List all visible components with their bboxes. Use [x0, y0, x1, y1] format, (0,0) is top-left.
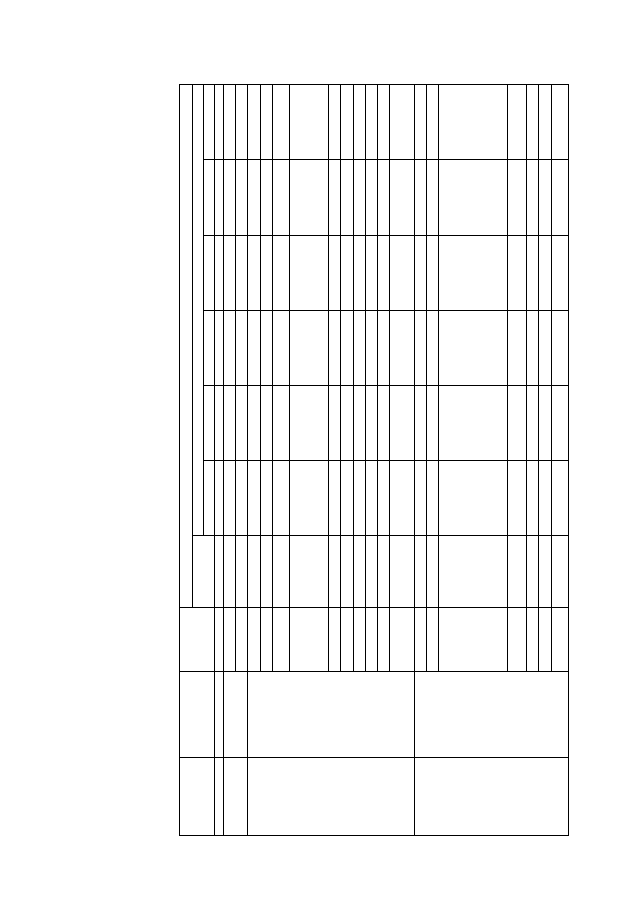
- cell-value: [260, 160, 272, 236]
- cell-value: [236, 236, 248, 311]
- column-number: [215, 608, 224, 672]
- row-source: [329, 608, 341, 672]
- cell-value: [414, 236, 426, 311]
- column-number: [215, 160, 224, 236]
- cell-value: [527, 386, 539, 461]
- cell-value: [426, 84, 438, 159]
- rotated-table-container: [179, 85, 569, 836]
- cell-value: [426, 461, 438, 536]
- cell-value: [272, 236, 289, 311]
- cell-value: [527, 461, 539, 536]
- cell-value: [248, 461, 260, 536]
- cell-value: [329, 311, 341, 386]
- cell-value: [378, 84, 390, 159]
- row-source: [527, 608, 539, 672]
- cell-value: [224, 536, 236, 608]
- column-number: [215, 236, 224, 311]
- cell-value: [224, 311, 236, 386]
- cell-value: [224, 236, 236, 311]
- cell-value: [341, 84, 353, 159]
- cell-value: [341, 536, 353, 608]
- cell-value: [248, 84, 260, 159]
- header-year: [204, 160, 215, 236]
- row-source: [439, 608, 508, 672]
- cell-value: [507, 311, 527, 386]
- header-status: [180, 758, 215, 836]
- cell-value: [329, 536, 341, 608]
- cell-value: [390, 461, 414, 536]
- row-name: [224, 672, 248, 758]
- cell-value: [414, 536, 426, 608]
- header-including: [193, 84, 204, 535]
- cell-value: [290, 536, 329, 608]
- cell-value: [353, 84, 365, 159]
- row-status: [414, 758, 568, 836]
- cell-value: [539, 311, 551, 386]
- cell-value: [439, 84, 508, 159]
- cell-value: [414, 160, 426, 236]
- row-source: [290, 608, 329, 672]
- cell-value: [378, 311, 390, 386]
- cell-value: [414, 386, 426, 461]
- cell-value: [390, 311, 414, 386]
- cell-value: [260, 386, 272, 461]
- cell-value: [507, 461, 527, 536]
- header-year: [204, 311, 215, 386]
- row-source: [353, 608, 365, 672]
- cell-value: [272, 311, 289, 386]
- row-source: [272, 608, 289, 672]
- cell-value: [272, 536, 289, 608]
- cell-value: [365, 236, 377, 311]
- cell-value: [439, 160, 508, 236]
- cell-value: [414, 84, 426, 159]
- cell-value: [539, 386, 551, 461]
- cell-value: [224, 461, 236, 536]
- cell-value: [378, 536, 390, 608]
- cell-value: [329, 461, 341, 536]
- cell-value: [551, 386, 568, 461]
- header-year: [204, 461, 215, 536]
- cell-value: [414, 461, 426, 536]
- row-source: [507, 608, 527, 672]
- cell-value: [272, 461, 289, 536]
- cell-value: [260, 236, 272, 311]
- cell-value: [290, 461, 329, 536]
- cell-value: [248, 311, 260, 386]
- cell-value: [224, 386, 236, 461]
- cell-value: [551, 311, 568, 386]
- cell-value: [378, 461, 390, 536]
- cell-value: [539, 461, 551, 536]
- cell-value: [248, 386, 260, 461]
- cell-value: [224, 160, 236, 236]
- row-source: [260, 608, 272, 672]
- cell-value: [539, 236, 551, 311]
- row-source: [365, 608, 377, 672]
- cell-value: [551, 461, 568, 536]
- header-estimate: [180, 84, 193, 607]
- cell-value: [290, 160, 329, 236]
- cell-value: [236, 160, 248, 236]
- cell-value: [329, 236, 341, 311]
- cell-value: [439, 236, 508, 311]
- cell-value: [236, 536, 248, 608]
- cell-value: [507, 160, 527, 236]
- cell-value: [260, 311, 272, 386]
- cell-value: [365, 160, 377, 236]
- column-number: [215, 311, 224, 386]
- cell-value: [551, 160, 568, 236]
- table-row: [224, 84, 236, 835]
- cell-value: [551, 236, 568, 311]
- row-source: [341, 608, 353, 672]
- cell-value: [236, 311, 248, 386]
- row-source: [390, 608, 414, 672]
- cell-value: [260, 461, 272, 536]
- header-name: [180, 672, 215, 758]
- cell-value: [248, 160, 260, 236]
- cell-value: [272, 386, 289, 461]
- row-status: [248, 758, 414, 836]
- cell-value: [260, 84, 272, 159]
- cell-value: [353, 461, 365, 536]
- cell-value: [236, 84, 248, 159]
- cell-value: [290, 236, 329, 311]
- cell-value: [365, 461, 377, 536]
- cell-value: [439, 536, 508, 608]
- cell-value: [224, 84, 236, 159]
- cell-value: [527, 236, 539, 311]
- table-body: [224, 84, 569, 835]
- row-source: [248, 608, 260, 672]
- cell-value: [551, 84, 568, 159]
- column-number: [215, 461, 224, 536]
- column-number: [215, 536, 224, 608]
- cell-value: [248, 536, 260, 608]
- cell-value: [365, 84, 377, 159]
- header-source: [180, 608, 215, 672]
- cell-value: [426, 160, 438, 236]
- row-source: [551, 608, 568, 672]
- cell-value: [378, 386, 390, 461]
- header-year: [204, 386, 215, 461]
- cell-value: [341, 461, 353, 536]
- cell-value: [507, 536, 527, 608]
- row-source: [426, 608, 438, 672]
- cell-value: [507, 84, 527, 159]
- cell-value: [390, 236, 414, 311]
- cell-value: [290, 386, 329, 461]
- cell-value: [353, 236, 365, 311]
- cell-value: [353, 160, 365, 236]
- row-source: [539, 608, 551, 672]
- cell-value: [439, 311, 508, 386]
- cell-value: [365, 386, 377, 461]
- cell-value: [527, 536, 539, 608]
- cell-value: [353, 386, 365, 461]
- column-number: [215, 84, 224, 159]
- cell-value: [426, 386, 438, 461]
- column-number: [215, 672, 224, 758]
- cell-value: [365, 536, 377, 608]
- cell-value: [390, 536, 414, 608]
- column-number: [215, 386, 224, 461]
- row-status: [224, 758, 248, 836]
- cell-value: [539, 160, 551, 236]
- cell-value: [539, 536, 551, 608]
- cell-value: [527, 311, 539, 386]
- header-year: [204, 236, 215, 311]
- cell-value: [272, 160, 289, 236]
- cell-value: [527, 160, 539, 236]
- cell-value: [426, 311, 438, 386]
- budget-table: [179, 84, 569, 836]
- cell-value: [507, 236, 527, 311]
- cell-value: [236, 461, 248, 536]
- cell-value: [329, 84, 341, 159]
- cell-value: [341, 386, 353, 461]
- cell-value: [329, 160, 341, 236]
- row-source: [378, 608, 390, 672]
- cell-value: [439, 386, 508, 461]
- cell-value: [353, 536, 365, 608]
- table-row: [414, 84, 426, 835]
- cell-value: [390, 160, 414, 236]
- cell-value: [426, 236, 438, 311]
- cell-value: [390, 84, 414, 159]
- column-number: [215, 758, 224, 836]
- cell-value: [248, 236, 260, 311]
- row-name: [248, 672, 414, 758]
- cell-value: [539, 84, 551, 159]
- cell-value: [507, 386, 527, 461]
- cell-value: [290, 311, 329, 386]
- cell-value: [426, 536, 438, 608]
- cell-value: [353, 311, 365, 386]
- row-source: [414, 608, 426, 672]
- cell-value: [290, 84, 329, 159]
- cell-value: [527, 84, 539, 159]
- cell-value: [341, 160, 353, 236]
- cell-value: [272, 84, 289, 159]
- cell-value: [439, 461, 508, 536]
- row-name: [414, 672, 568, 758]
- cell-value: [390, 386, 414, 461]
- header-total: [193, 536, 215, 608]
- cell-value: [378, 236, 390, 311]
- cell-value: [341, 311, 353, 386]
- cell-value: [378, 160, 390, 236]
- cell-value: [236, 386, 248, 461]
- cell-value: [329, 386, 341, 461]
- row-source: [224, 608, 236, 672]
- cell-value: [365, 311, 377, 386]
- cell-value: [341, 236, 353, 311]
- cell-value: [414, 311, 426, 386]
- cell-value: [551, 536, 568, 608]
- row-source: [236, 608, 248, 672]
- table-row: [248, 84, 260, 835]
- header-year: [204, 84, 215, 159]
- cell-value: [260, 536, 272, 608]
